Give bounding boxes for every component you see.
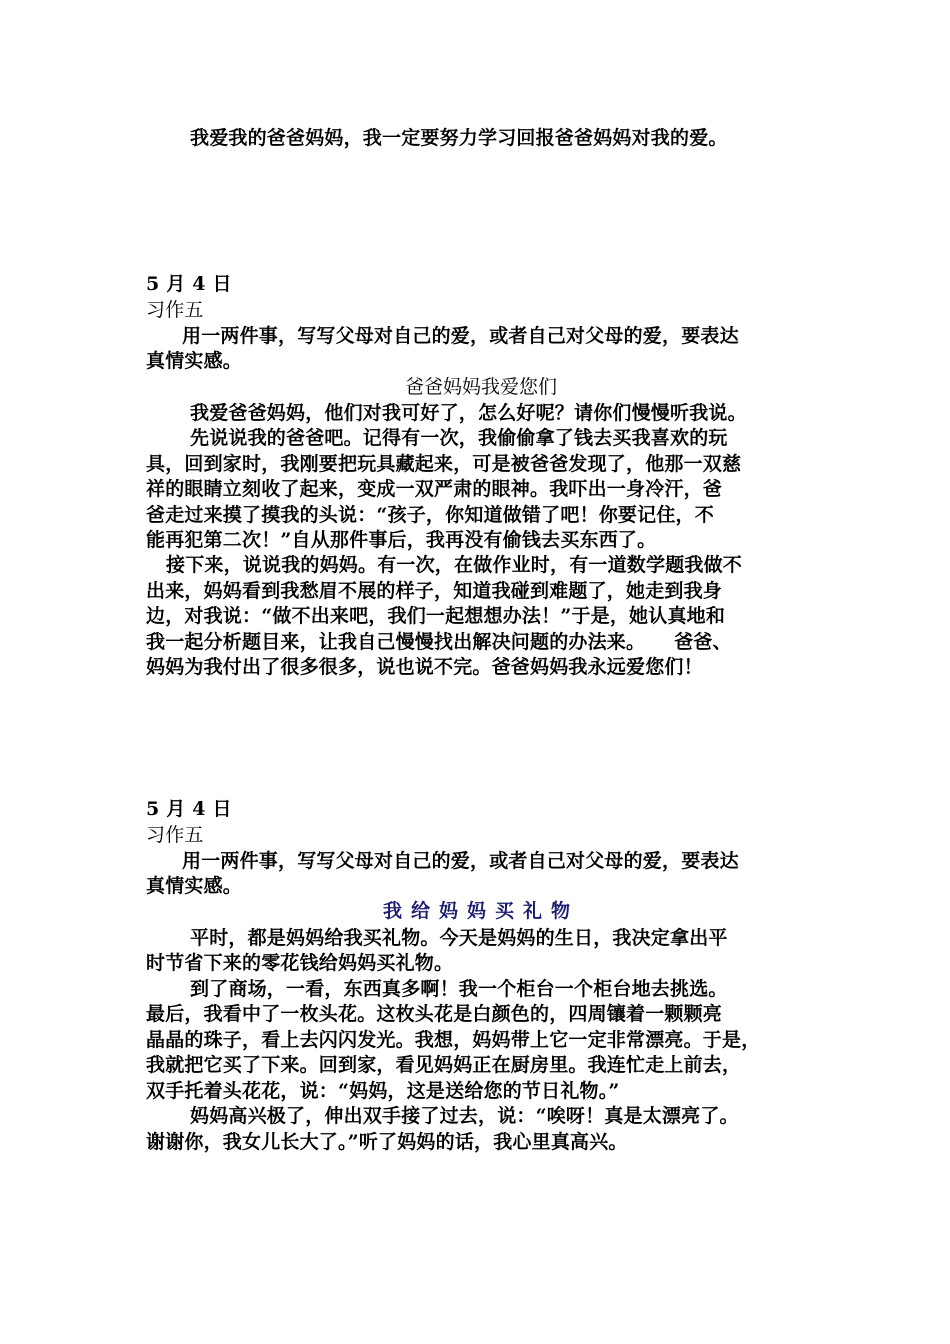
entry1-title: 爸爸妈妈我爱您们: [404, 376, 557, 398]
entry2-body-line: 谢谢你，我女儿长大了。”听了妈妈的话，我心里真高兴。: [146, 1131, 628, 1153]
entry1-body-line: 祥的眼睛立刻收了起来，变成一双严肃的眼神。我吓出一身冷汗，爸: [146, 478, 723, 500]
entry1-label: 习作五: [146, 299, 204, 321]
entry1-date: 5 月 4 日: [146, 273, 232, 295]
closing-line: 我爱我的爸爸妈妈，我一定要努力学习回报爸爸妈妈对我的爱。: [190, 127, 728, 149]
entry1-body-line: 接下来，说说我的妈妈。有一次，在做作业时，有一道数学题我做不: [166, 554, 743, 576]
entry1-body-line: 边，对我说：“做不出来吧，我们一起想想办法！”于是，她认真地和: [146, 605, 726, 627]
entry2-body-line: 时节省下来的零花钱给妈妈买礼物。: [146, 952, 454, 974]
entry2-body-line: 晶晶的珠子，看上去闪闪发光。我想，妈妈带上它一定非常漂亮。于是，: [146, 1029, 761, 1051]
entry1-body-line: 具，回到家时，我刚要把玩具藏起来，可是被爸爸发现了，他那一双慈: [146, 453, 742, 475]
entry2-prompt-line: 用一两件事，写写父母对自己的爱，或者自己对父母的爱，要表达: [182, 850, 739, 872]
entry1-body-line: 出来，妈妈看到我愁眉不展的样子，知道我碰到难题了，她走到我身: [146, 580, 723, 602]
entry2-body-line: 到了商场，一看，东西真多啊！我一个柜台一个柜台地去挑选。: [190, 978, 728, 1000]
entry1-prompt-line: 用一两件事，写写父母对自己的爱，或者自己对父母的爱，要表达: [182, 325, 739, 347]
entry1-body-line: 妈妈为我付出了很多很多，说也说不完。爸爸妈妈我永远爱您们！: [146, 656, 703, 678]
entry2-body-line: 妈妈高兴极了，伸出双手接了过去，说：“唉呀！真是太漂亮了。: [190, 1105, 739, 1127]
entry2-body-line: 我就把它买了下来。回到家，看见妈妈正在厨房里。我连忙走上前去，: [146, 1054, 742, 1076]
entry1-body-line: 能再犯第二次！”自从那件事后，我再没有偷钱去买东西了。: [146, 529, 657, 551]
entry2-title: 我给妈妈买礼物: [382, 900, 579, 922]
entry1-body-line: 我爱爸爸妈妈，他们对我可好了，怎么好呢？请你们慢慢听我说。: [190, 402, 747, 424]
entry1-body-line: 先说说我的爸爸吧。记得有一次，我偷偷拿了钱去买我喜欢的玩: [190, 427, 728, 449]
entry2-label: 习作五: [146, 824, 204, 846]
entry2-prompt-line: 真情实感。: [146, 875, 243, 897]
entry1-prompt-line: 真情实感。: [146, 350, 243, 372]
entry2-body-line: 平时，都是妈妈给我买礼物。今天是妈妈的生日，我决定拿出平: [190, 927, 728, 949]
entry1-body-line: 爸走过来摸了摸我的头说：“孩子，你知道做错了吧！你要记住，不: [146, 504, 714, 526]
entry2-body-line: 双手托着头花花，说：“妈妈，这是送给您的节日礼物。”: [146, 1080, 620, 1102]
entry2-body-line: 最后，我看中了一枚头花。这枚头花是白颜色的，四周镶着一颗颗亮: [146, 1003, 723, 1025]
entry2-date: 5 月 4 日: [146, 798, 232, 820]
entry1-body-line: 我一起分析题目来，让我自己慢慢找出解决问题的办法来。 爸爸、: [146, 631, 732, 653]
